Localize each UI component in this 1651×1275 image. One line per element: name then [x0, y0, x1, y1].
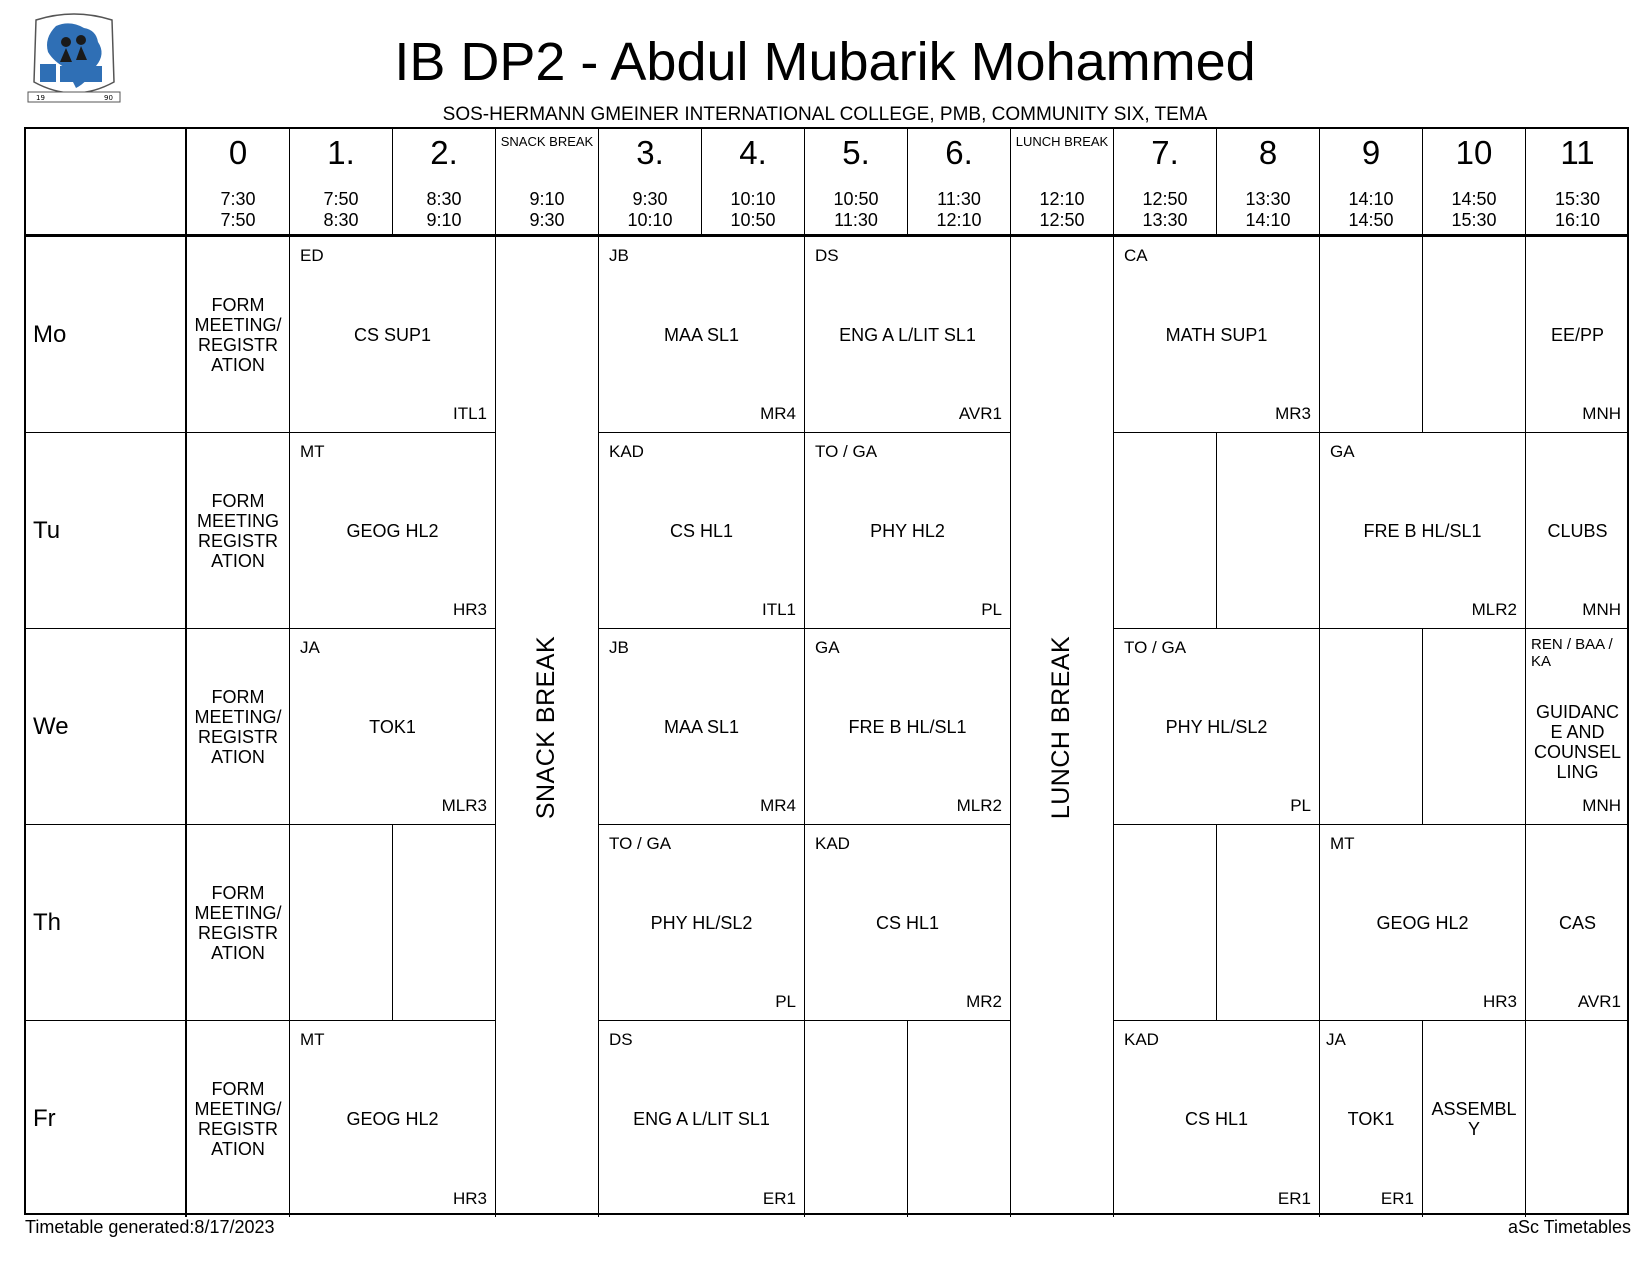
period-header: 5. 10:50 11:30	[805, 129, 908, 237]
generated-date: Timetable generated:8/17/2023	[25, 1217, 275, 1237]
page-title: IB DP2 - Abdul Mubarik Mohammed	[394, 32, 1256, 92]
lunch-break-column: LUNCH BREAK	[1011, 237, 1114, 1217]
empty-slot	[1423, 629, 1526, 825]
timetable-grid	[24, 127, 1629, 1215]
empty-slot	[1217, 825, 1320, 1021]
period-header: 3. 9:30 10:10	[599, 129, 702, 237]
corner-cell	[26, 129, 187, 237]
form-meeting-cell: FORM MEETING REGISTR ATION	[187, 433, 290, 629]
empty-slot	[1423, 237, 1526, 433]
empty-slot	[1526, 1021, 1629, 1217]
lesson-card: CLUBS MNH	[1526, 433, 1629, 629]
lesson-card: KAD CS HL1 MR2	[805, 825, 1011, 1021]
school-crest-logo	[26, 12, 122, 112]
svg-text:19: 19	[36, 94, 45, 102]
lesson-card: JB MAA SL1 MR4	[599, 629, 805, 825]
empty-slot	[393, 825, 496, 1021]
lesson-card: JA TOK1 MLR3	[290, 629, 496, 825]
day-label: Th	[26, 825, 187, 1021]
period-header: 10 14:50 15:30	[1423, 129, 1526, 237]
day-label: Fr	[26, 1021, 187, 1217]
period-header: 11 15:30 16:10	[1526, 129, 1629, 237]
day-label: Mo	[26, 237, 187, 433]
empty-slot	[1217, 433, 1320, 629]
lesson-card: MT GEOG HL2 HR3	[290, 1021, 496, 1217]
lesson-card: ASSEMBL Y	[1423, 1021, 1526, 1217]
lesson-card: TO / GA PHY HL/SL2 PL	[1114, 629, 1320, 825]
lesson-card: MT GEOG HL2 HR3	[1320, 825, 1526, 1021]
lesson-card: EE/PP MNH	[1526, 237, 1629, 433]
snack-break-header: SNACK BREAK 9:10 9:30	[496, 129, 599, 237]
empty-slot	[290, 825, 393, 1021]
empty-slot	[1114, 433, 1217, 629]
lesson-card: JA TOK1 ER1	[1320, 1021, 1423, 1217]
lesson-card: REN / BAA / KA GUIDANC E AND COUNSEL LING MNH	[1526, 629, 1629, 825]
empty-slot	[805, 1021, 908, 1217]
lesson-card: TO / GA PHY HL2 PL	[805, 433, 1011, 629]
lesson-card: DS ENG A L/LIT SL1 AVR1	[805, 237, 1011, 433]
lesson-card: CAS AVR1	[1526, 825, 1629, 1021]
empty-slot	[908, 1021, 1011, 1217]
period-header: 6. 11:30 12:10	[908, 129, 1011, 237]
empty-slot	[1320, 629, 1423, 825]
lesson-card: GA FRE B HL/SL1 MLR2	[1320, 433, 1526, 629]
lesson-card: GA FRE B HL/SL1 MLR2	[805, 629, 1011, 825]
period-header: 1. 7:50 8:30	[290, 129, 393, 237]
lesson-card: MT GEOG HL2 HR3	[290, 433, 496, 629]
form-meeting-cell: FORM MEETING/ REGISTR ATION	[187, 629, 290, 825]
period-header: 9 14:10 14:50	[1320, 129, 1423, 237]
lesson-card: ED CS SUP1 ITL1	[290, 237, 496, 433]
empty-slot	[1114, 825, 1217, 1021]
period-header: 0 7:30 7:50	[187, 129, 290, 237]
svg-text:90: 90	[104, 94, 113, 102]
day-label: Tu	[26, 433, 187, 629]
lesson-card: JB MAA SL1 MR4	[599, 237, 805, 433]
period-header: 4. 10:10 10:50	[702, 129, 805, 237]
lesson-card: KAD CS HL1 ER1	[1114, 1021, 1320, 1217]
form-meeting-cell: FORM MEETING/ REGISTR ATION	[187, 237, 290, 433]
lesson-card: KAD CS HL1 ITL1	[599, 433, 805, 629]
day-label: We	[26, 629, 187, 825]
lunch-break-header: LUNCH BREAK 12:10 12:50	[1011, 129, 1114, 237]
lesson-card: DS ENG A L/LIT SL1 ER1	[599, 1021, 805, 1217]
period-header: 7. 12:50 13:30	[1114, 129, 1217, 237]
lesson-card: CA MATH SUP1 MR3	[1114, 237, 1320, 433]
period-header: 8 13:30 14:10	[1217, 129, 1320, 237]
lesson-card: TO / GA PHY HL/SL2 PL	[599, 825, 805, 1021]
form-meeting-cell: FORM MEETING/ REGISTR ATION	[187, 1021, 290, 1217]
page-subtitle: SOS-HERMANN GMEINER INTERNATIONAL COLLEGE, PMB, COMMUNITY SIX, TEMA	[442, 104, 1208, 125]
form-meeting-cell: FORM MEETING/ REGISTR ATION	[187, 825, 290, 1021]
empty-slot	[1320, 237, 1423, 433]
brand-label: aSc Timetables	[1507, 1217, 1631, 1237]
period-header: 2. 8:30 9:10	[393, 129, 496, 237]
snack-break-column: SNACK BREAK	[496, 237, 599, 1217]
